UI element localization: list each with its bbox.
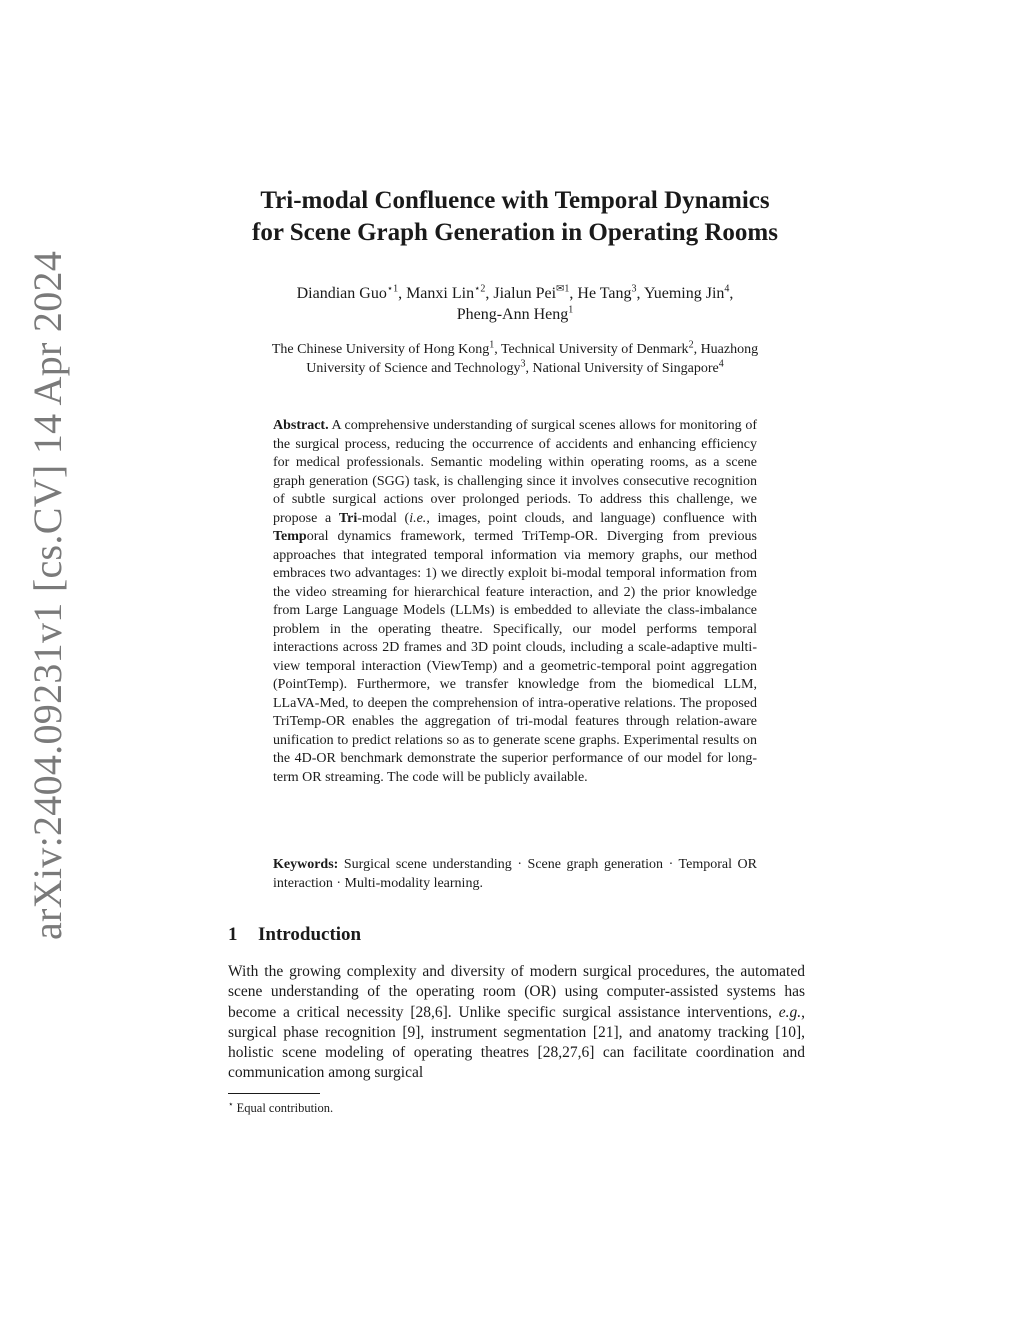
title-line-1: Tri-modal Confluence with Temporal Dynamics: [260, 187, 770, 214]
abstract-text-1: A comprehensive understanding of surgical scenes allows for monitoring of the surgical process, reducing the occurrence of accidents and enhancing efficiency for medical professionals. Semantic modeling within operating rooms, as a scene graph generation (SGG) task, is challenging since it involves consecutive recognition of subtle surgical actions over prolonged periods. To address this challenge, we propose a: [273, 418, 757, 526]
affiliation-sup: 2: [688, 339, 694, 351]
affiliation-sep: ,: [525, 361, 533, 376]
footnote: [228, 1096, 333, 1117]
author-name: He Tang: [577, 285, 632, 302]
author-name: Manxi Lin: [406, 285, 475, 302]
section-heading: [228, 922, 361, 948]
abstract-text-4: oral dynamics framework, termed TriTemp-OR. Diverging from previous approaches that integrated temporal information via memory graphs, our method embraces two advantages: 1) we directly exploit bi-modal temporal information from the video streaming for hierarchical feature interaction, and 2) the prior knowledge from Large Language Models (LLMs) is embedded to alleviate the class-imbalance problem in the operating theatre. Specifically, our model performs temporal interactions across 2D frames and 3D point clouds, including a scale-adaptive multi-view temporal interaction (ViewTemp) and a geometric-temporal point aggregation (PointTemp). Furthermore, we transfer knowledge from the biomedical LLM, LLaVA-Med, to deepen the comprehension of intra-operative relations. The proposed TriTemp-OR enables the aggregation of tri-modal features through relation-aware unification to predict relations so as to generate scene graphs. Experimental results on the 4D-OR benchmark demonstrate the superior performance of our model for long-term OR streaming. The code will be publicly available.: [273, 529, 757, 785]
author-sep: ,: [729, 285, 734, 302]
intro-text-1: With the growing complexity and diversity of modern surgical procedures, the automated scene understanding of the operating room (OR) using computer-assisted systems has become a critical necessity [28,6]. Unlike specific surgical assistance interventions,: [228, 963, 805, 1021]
author-sep: ,: [485, 285, 494, 302]
affiliation-sep: ,: [494, 342, 501, 357]
paper-title: [150, 185, 880, 249]
affiliation-name: Technical University of Denmark: [500, 342, 689, 357]
author-sup: 3: [631, 283, 637, 295]
author-sup: ⋆1: [386, 283, 399, 295]
author-sup: ✉1: [556, 283, 570, 295]
author-sup: 4: [724, 283, 730, 295]
author-sep: ,: [636, 285, 644, 302]
section-number: 1: [228, 924, 238, 945]
abstract-text-2: -modal (: [357, 510, 410, 526]
author-name: Jialun Pei: [493, 285, 557, 302]
keywords-text: Surgical scene understanding · Scene graph generation · Temporal OR interaction · Multi-modality learning.: [273, 857, 757, 891]
author-list: [200, 283, 830, 325]
affiliation-name: National University of Singapore: [532, 361, 719, 376]
author-name: Yueming Jin: [643, 285, 725, 302]
footnote-mark: ⋆: [228, 1099, 234, 1109]
arxiv-identifier: arXiv:2404.09231v1 [cs.CV] 14 Apr 2024: [25, 250, 70, 940]
intro-eg: e.g.: [778, 1003, 802, 1021]
title-line-2: for Scene Graph Generation in Operating Rooms: [252, 219, 778, 246]
affiliation-name: University of Science and Technology: [306, 361, 521, 376]
affiliation-sup: 3: [520, 358, 526, 370]
affiliation-name: The Chinese University of Hong Kong: [271, 342, 490, 357]
keywords-label: Keywords:: [273, 857, 339, 872]
author-sep: ,: [569, 285, 578, 302]
footnote-text: Equal contribution.: [236, 1101, 334, 1116]
abstract-temp-bold: Temp: [273, 529, 307, 544]
abstract-label: Abstract.: [273, 418, 329, 433]
introduction-paragraph: [228, 962, 805, 1084]
author-name: Pheng-Ann Heng: [456, 306, 569, 323]
abstract-ie: i.e.: [409, 510, 427, 526]
author-sup: 1: [568, 304, 574, 316]
intro-text-2: , surgical phase recognition [9], instrument segmentation [21], and anatomy tracking [10], holistic scene modeling of operating theatres [28,27,6] can facilitate coordination and communication among surgical: [228, 1003, 805, 1082]
section-title: Introduction: [258, 924, 362, 945]
abstract-tri-bold: Tri: [338, 510, 358, 526]
affiliation-sup: 1: [489, 339, 495, 351]
affiliation-sep: , Huazhong: [693, 342, 759, 357]
author-sup: ⋆2: [474, 283, 486, 295]
author-sep: ,: [398, 285, 407, 302]
abstract-text-3: , images, point clouds, and language) confluence with: [426, 510, 757, 526]
author-name: Diandian Guo: [296, 285, 387, 302]
keywords: [273, 856, 757, 893]
footnote-rule: [228, 1093, 320, 1094]
affiliation-sup: 4: [718, 358, 724, 370]
affiliation-list: [200, 340, 830, 378]
abstract: [273, 417, 757, 787]
